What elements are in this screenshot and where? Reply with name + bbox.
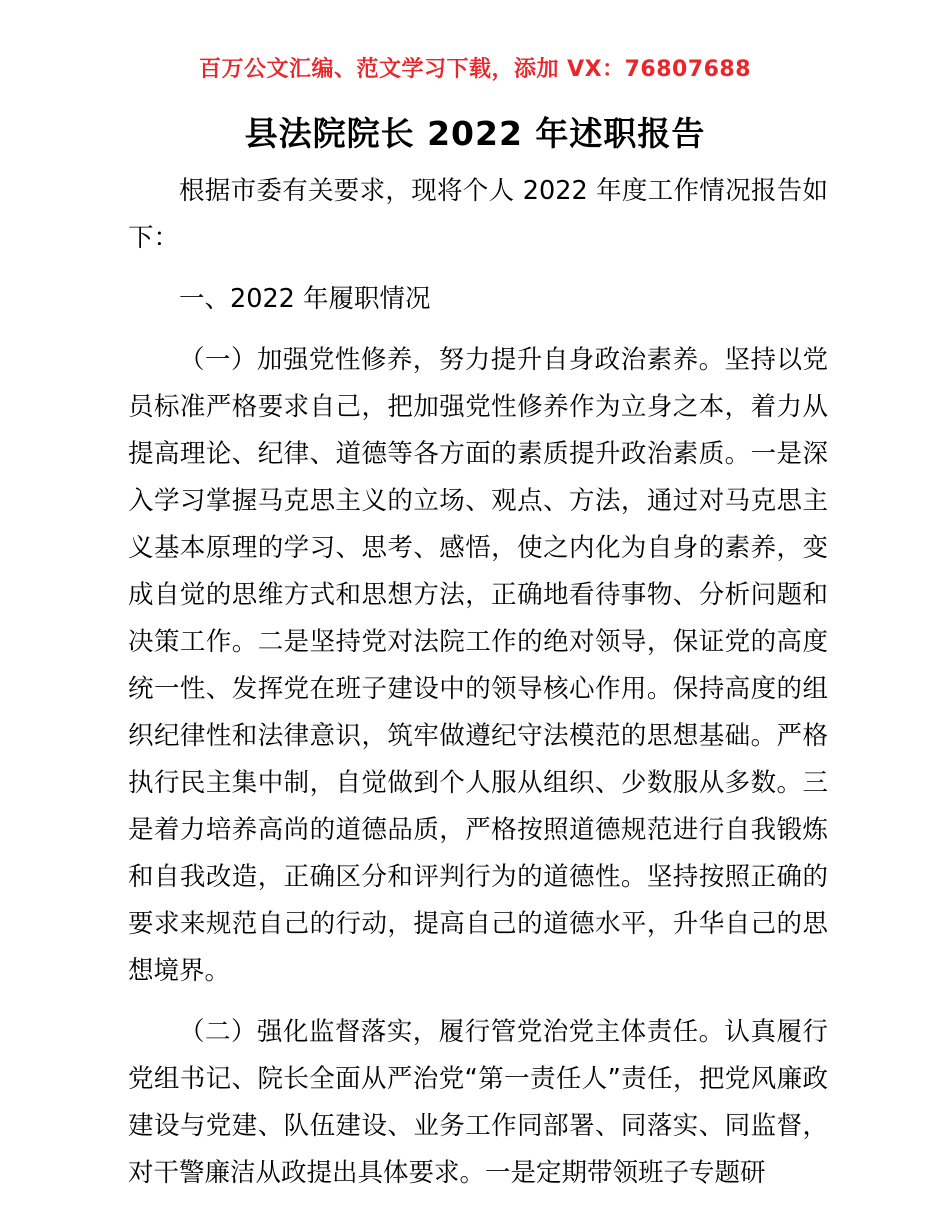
watermark-text: 百万公文汇编、范文学习下载，添加 VX：76807688 [198, 57, 752, 82]
document-body [128, 168, 828, 1203]
page-title: 县法院院长 2022 年述职报告 [244, 114, 706, 153]
paragraph-item-2: （二）强化监督落实，履行管党治党主体责任。认真履行党组书记、院长全面从严治党“第一责任人”责任，把党风廉政建设与党建、队伍建设、业务工作同部署、同落实、同监督，对干警廉洁从政提出具体要求。一是定期带领班子专题研 [128, 1017, 828, 1188]
paragraph-section-heading-1: 一、2022 年履职情况 [179, 284, 431, 314]
paragraph-item-1: （一）加强党性修养，努力提升自身政治素养。坚持以党员标准严格要求自己，把加强党性修养作为立身之本，着力从提高理论、纪律、道德等各方面的素质提升政治素质。一是深入学习掌握马克思主义的立场、观点、方法，通过对马克思主义基本原理的学习、思考、感悟，使之内化为自身的素养，变成自觉的思维方式和思想方法，正确地看待事物、分析问题和决策工作。二是坚持党对法院工作的绝对领导，保证党的高度统一性、发挥党在班子建设中的领导核心作用。保持高度的组织纪律性和法律意识，筑牢做遵纪守法模范的思想基础。严格执行民主集中制，自觉做到个人服从组织、少数服从多数。三是着力培养高尚的道德品质，严格按照道德规范进行自我锻炼和自我改造，正确区分和评判行为的道德性。坚持按照正确的要求来规范自己的行动，提高自己的道德水平，升华自己的思想境界。 [128, 345, 828, 986]
paragraph-intro: 根据市委有关要求，现将个人 2022 年度工作情况报告如下： [128, 176, 828, 253]
